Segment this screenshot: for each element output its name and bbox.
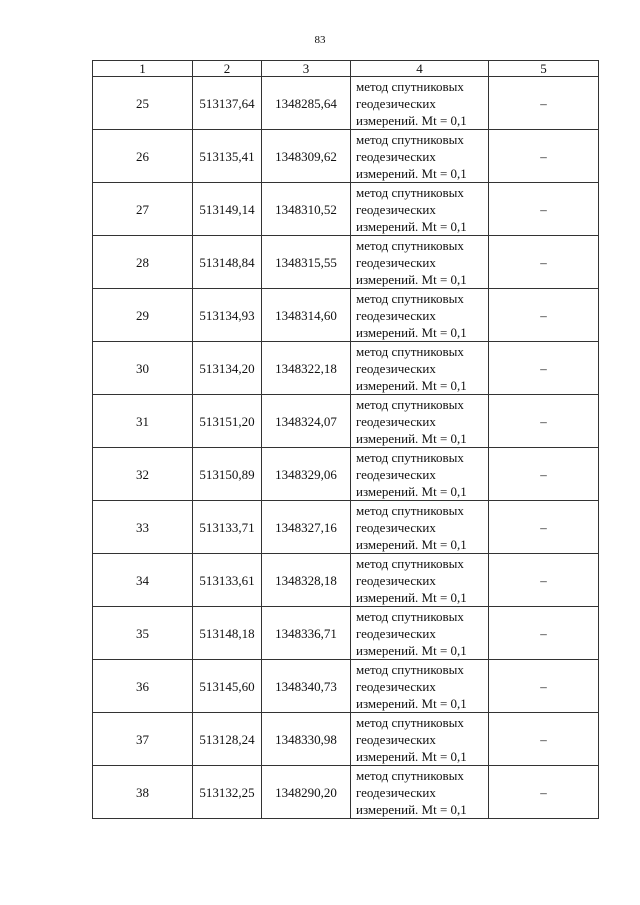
method-line: измерений. Mt = 0,1 [356, 324, 467, 340]
method-line: метод спутниковых [356, 449, 464, 465]
method-line: измерений. Mt = 0,1 [356, 695, 467, 711]
table-row [93, 342, 599, 395]
method-line: геодезических [356, 254, 436, 270]
point-number-cell: 34 [93, 554, 193, 607]
method-cell [351, 236, 489, 289]
x-coordinate-cell: 513132,25 [193, 766, 262, 819]
table-row [93, 660, 599, 713]
method-line: метод спутниковых [356, 78, 464, 94]
table-row [93, 607, 599, 660]
x-coordinate-cell: 513145,60 [193, 660, 262, 713]
note-cell: – [489, 766, 599, 819]
note-cell: – [489, 448, 599, 501]
method-line: метод спутниковых [356, 343, 464, 359]
y-coordinate-cell: 1348327,16 [262, 501, 351, 554]
y-coordinate-cell: 1348340,73 [262, 660, 351, 713]
method-line: геодезических [356, 466, 436, 482]
y-coordinate-cell: 1348322,18 [262, 342, 351, 395]
note-cell: – [489, 77, 599, 130]
note-cell: – [489, 236, 599, 289]
note-cell: – [489, 342, 599, 395]
y-coordinate-cell: 1348329,06 [262, 448, 351, 501]
x-coordinate-cell: 513150,89 [193, 448, 262, 501]
method-line: геодезических [356, 731, 436, 747]
method-cell [351, 183, 489, 236]
y-coordinate-cell: 1348314,60 [262, 289, 351, 342]
method-line: метод спутниковых [356, 131, 464, 147]
x-coordinate-cell: 513151,20 [193, 395, 262, 448]
method-line: геодезических [356, 413, 436, 429]
method-line: геодезических [356, 201, 436, 217]
note-cell: – [489, 289, 599, 342]
table-row [93, 554, 599, 607]
table-row [93, 501, 599, 554]
method-cell [351, 448, 489, 501]
point-number-cell: 31 [93, 395, 193, 448]
method-line: метод спутниковых [356, 184, 464, 200]
method-line: измерений. Mt = 0,1 [356, 112, 467, 128]
page-number: 83 [314, 34, 326, 46]
method-line: измерений. Mt = 0,1 [356, 271, 467, 287]
method-line: геодезических [356, 307, 436, 323]
method-line: метод спутниковых [356, 290, 464, 306]
x-coordinate-cell: 513148,18 [193, 607, 262, 660]
y-coordinate-cell: 1348324,07 [262, 395, 351, 448]
y-coordinate-cell: 1348336,71 [262, 607, 351, 660]
method-line: геодезических [356, 784, 436, 800]
point-number-cell: 25 [93, 77, 193, 130]
table-row [93, 395, 599, 448]
y-coordinate-cell: 1348328,18 [262, 554, 351, 607]
method-line: геодезических [356, 678, 436, 694]
table-row [93, 713, 599, 766]
note-cell: – [489, 130, 599, 183]
y-coordinate-cell: 1348309,62 [262, 130, 351, 183]
point-number-cell: 26 [93, 130, 193, 183]
method-line: метод спутниковых [356, 767, 464, 783]
x-coordinate-cell: 513149,14 [193, 183, 262, 236]
method-cell [351, 342, 489, 395]
column-header: 1 [93, 61, 193, 77]
coordinates-table [92, 60, 599, 819]
note-cell: – [489, 501, 599, 554]
x-coordinate-cell: 513133,61 [193, 554, 262, 607]
note-cell: – [489, 554, 599, 607]
method-cell [351, 607, 489, 660]
method-line: метод спутниковых [356, 661, 464, 677]
method-line: измерений. Mt = 0,1 [356, 642, 467, 658]
method-cell [351, 713, 489, 766]
table-row [93, 77, 599, 130]
column-header: 2 [193, 61, 262, 77]
point-number-cell: 35 [93, 607, 193, 660]
method-line: метод спутниковых [356, 237, 464, 253]
x-coordinate-cell: 513148,84 [193, 236, 262, 289]
x-coordinate-cell: 513137,64 [193, 77, 262, 130]
y-coordinate-cell: 1348290,20 [262, 766, 351, 819]
method-line: геодезических [356, 95, 436, 111]
column-header: 3 [262, 61, 351, 77]
method-line: геодезических [356, 148, 436, 164]
column-header: 5 [489, 61, 599, 77]
method-line: метод спутниковых [356, 502, 464, 518]
table-row [93, 448, 599, 501]
method-line: измерений. Mt = 0,1 [356, 589, 467, 605]
method-line: геодезических [356, 519, 436, 535]
y-coordinate-cell: 1348330,98 [262, 713, 351, 766]
table-row [93, 130, 599, 183]
point-number-cell: 30 [93, 342, 193, 395]
y-coordinate-cell: 1348285,64 [262, 77, 351, 130]
column-header: 4 [351, 61, 489, 77]
method-line: геодезических [356, 625, 436, 641]
method-cell [351, 77, 489, 130]
method-cell [351, 766, 489, 819]
table-row [93, 236, 599, 289]
table-row [93, 766, 599, 819]
point-number-cell: 38 [93, 766, 193, 819]
method-line: измерений. Mt = 0,1 [356, 218, 467, 234]
note-cell: – [489, 607, 599, 660]
method-line: геодезических [356, 360, 436, 376]
x-coordinate-cell: 513133,71 [193, 501, 262, 554]
x-coordinate-cell: 513134,20 [193, 342, 262, 395]
x-coordinate-cell: 513128,24 [193, 713, 262, 766]
note-cell: – [489, 395, 599, 448]
method-line: геодезических [356, 572, 436, 588]
method-cell [351, 130, 489, 183]
method-line: измерений. Mt = 0,1 [356, 748, 467, 764]
point-number-cell: 37 [93, 713, 193, 766]
method-cell [351, 660, 489, 713]
point-number-cell: 33 [93, 501, 193, 554]
y-coordinate-cell: 1348310,52 [262, 183, 351, 236]
x-coordinate-cell: 513134,93 [193, 289, 262, 342]
point-number-cell: 27 [93, 183, 193, 236]
point-number-cell: 32 [93, 448, 193, 501]
y-coordinate-cell: 1348315,55 [262, 236, 351, 289]
note-cell: – [489, 713, 599, 766]
method-line: измерений. Mt = 0,1 [356, 801, 467, 817]
method-line: измерений. Mt = 0,1 [356, 377, 467, 393]
table-header-row [93, 61, 599, 77]
method-line: измерений. Mt = 0,1 [356, 483, 467, 499]
method-line: измерений. Mt = 0,1 [356, 430, 467, 446]
note-cell: – [489, 660, 599, 713]
method-line: метод спутниковых [356, 396, 464, 412]
method-cell [351, 395, 489, 448]
method-line: измерений. Mt = 0,1 [356, 536, 467, 552]
method-cell [351, 554, 489, 607]
x-coordinate-cell: 513135,41 [193, 130, 262, 183]
point-number-cell: 28 [93, 236, 193, 289]
method-line: метод спутниковых [356, 608, 464, 624]
method-line: метод спутниковых [356, 555, 464, 571]
note-cell: – [489, 183, 599, 236]
table-row [93, 183, 599, 236]
method-line: измерений. Mt = 0,1 [356, 165, 467, 181]
method-cell [351, 289, 489, 342]
method-cell [351, 501, 489, 554]
method-line: метод спутниковых [356, 714, 464, 730]
point-number-cell: 36 [93, 660, 193, 713]
table-row [93, 289, 599, 342]
point-number-cell: 29 [93, 289, 193, 342]
